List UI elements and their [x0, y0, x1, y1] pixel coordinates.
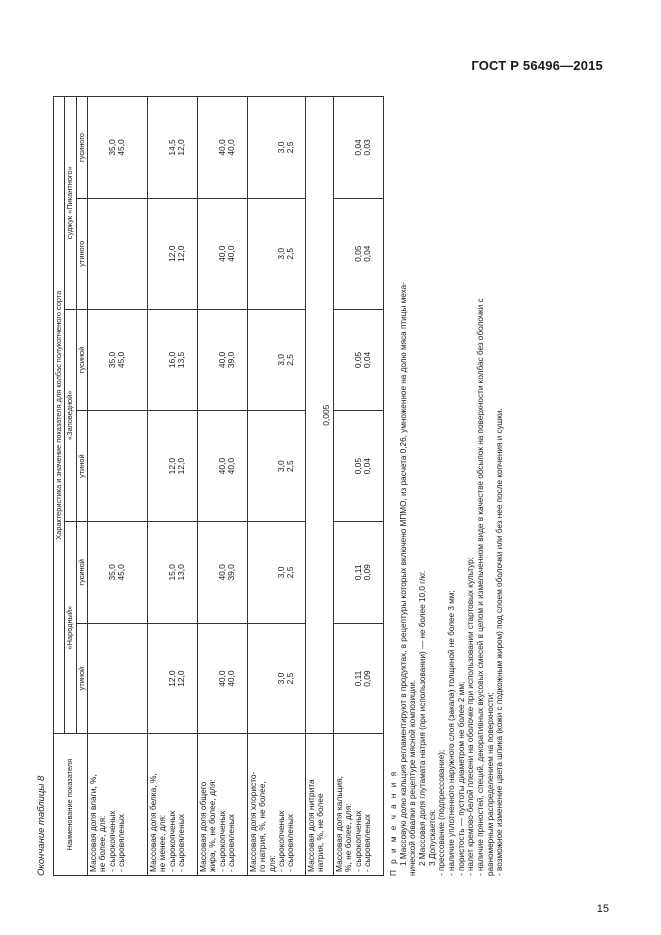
row-name: Массовая доля влаги, %, не более, для: - сырокопченых - сыровяленых	[87, 734, 147, 876]
page-number: 15	[596, 903, 609, 915]
value-cell: 0,04 0,03	[333, 97, 383, 199]
value-cell: 40,0 40,0	[197, 411, 247, 522]
value-cell: 40,0 40,0	[197, 198, 247, 309]
value-cell: 0,05 0,04	[333, 309, 383, 411]
subheader: утиной	[76, 623, 87, 734]
note-line: нической обвалки в рецептуре мясной композиции.	[408, 679, 418, 876]
value-cell: 15,0 13,0	[147, 521, 197, 623]
note-line: - пористость — пустоты диаметром не более 2 мм;	[456, 681, 466, 876]
note-line: 2 Массовая доля глутамата натрия (при использовании) — не более 10,0 г/кг.	[418, 570, 428, 866]
value-cell: 3,0 2,5	[247, 411, 305, 522]
value-cell: 3,0 2,5	[247, 521, 305, 623]
merged-value-cell: 0,005	[305, 97, 333, 734]
value-cell: 40,0 40,0	[197, 97, 247, 199]
notes-title: П р и м е ч а н и я	[389, 769, 398, 876]
value-cell: 35,0 45,0	[87, 97, 147, 199]
value-cell: 35,0 45,0	[87, 309, 147, 411]
value-cell: 12,0 12,0	[147, 623, 197, 734]
note-line: - возможное изменение цвета шпика (кожи с подкожным жиром) под слоем оболочки или без нее после копчения и сушки.	[495, 408, 505, 876]
value-cell: 40,0 39,0	[197, 309, 247, 411]
value-cell: 35,0 45,0	[87, 521, 147, 623]
note-line: - наличие уплотненного наружного слоя (закала) толщиной не более 3 мм;	[447, 590, 457, 876]
table-row	[197, 97, 247, 876]
notes	[389, 56, 505, 876]
rotated-content	[37, 56, 577, 876]
row-name: Массовая доля кальция, %, не более, для: - сырокопченых - сыровяленых	[333, 734, 383, 876]
value-cell: 40,0 40,0	[197, 623, 247, 734]
standard-number: ГОСТ Р 56496—2015	[471, 58, 603, 73]
row-name: Массовая доля белка, %, не менее, для: - сырокопченых - сыровяленых	[147, 734, 197, 876]
subheader: гусиной	[76, 521, 87, 623]
value-cell: 3,0 2,5	[247, 309, 305, 411]
value-cell: 16,0 13,5	[147, 309, 197, 411]
value-cell	[87, 198, 147, 309]
requirements-table	[53, 96, 384, 876]
row-name: Массовая доля нитрита натрия, %, не более	[305, 734, 333, 876]
value-cell: 0,05 0,04	[333, 198, 383, 309]
value-cell: 0,05 0,04	[333, 411, 383, 522]
value-cell: 3,0 2,5	[247, 198, 305, 309]
note-line: 1 Массовую долю кальция регламентируют в продуктах, в рецептуры которых включено МПМО, из расчета 0,26, умноженное на долю мяса птицы меха-	[398, 282, 408, 866]
subheader: утиной	[76, 411, 87, 522]
subheader: гусиного	[76, 97, 87, 199]
note-line: 3 Допускается:	[427, 809, 437, 866]
note-line: равномерным распределением на поверхности;	[485, 692, 495, 876]
subheader: утиного	[76, 198, 87, 309]
table-row	[147, 97, 197, 876]
product-header-zapovedny: «Заповедной»	[65, 309, 76, 521]
note-line: - налет кремово-белой плесени на оболочке при использовании стартовых культур;	[466, 557, 476, 876]
note-line: - прессование (подпрессование);	[437, 749, 447, 876]
table-row	[87, 97, 147, 876]
value-cell	[87, 411, 147, 522]
value-cell	[87, 623, 147, 734]
table-row	[333, 97, 383, 876]
group-header: Характеристика и значение показателя для колбас полукопченого сорта	[54, 97, 65, 734]
row-name: Массовая доля хлористо- го натрия, %, не более, для: - сырокопченых - сыровяленых	[247, 734, 305, 876]
table-row	[305, 97, 333, 876]
value-cell: 40,0 39,0	[197, 521, 247, 623]
value-cell: 12,0 12,0	[147, 198, 197, 309]
product-header-pikantny: суджук «Пикантного»	[65, 97, 76, 310]
indicator-name-header: Наименование показателя	[54, 734, 88, 876]
table-caption: Окончание таблицы 8	[36, 775, 47, 876]
value-cell: 3,0 2,5	[247, 97, 305, 199]
note-line: - наличие пряностей, специй, декоративных вкусовых смесей в целом и измельченном виде в качестве обсыпок на поверхности колбас без оболочки с	[476, 298, 486, 876]
subheader: гусиной	[76, 309, 87, 411]
value-cell: 12,0 12,0	[147, 411, 197, 522]
product-header-narodny: «Народный»	[65, 521, 76, 733]
value-cell: 14,5 12,0	[147, 97, 197, 199]
table-row	[247, 97, 305, 876]
value-cell: 3,0 2,5	[247, 623, 305, 734]
value-cell: 0,11 0,09	[333, 623, 383, 734]
row-name: Массовая доля общего жира, %, не более, для: - сырокопченых - сыровяленых	[197, 734, 247, 876]
value-cell: 0,11 0,09	[333, 521, 383, 623]
